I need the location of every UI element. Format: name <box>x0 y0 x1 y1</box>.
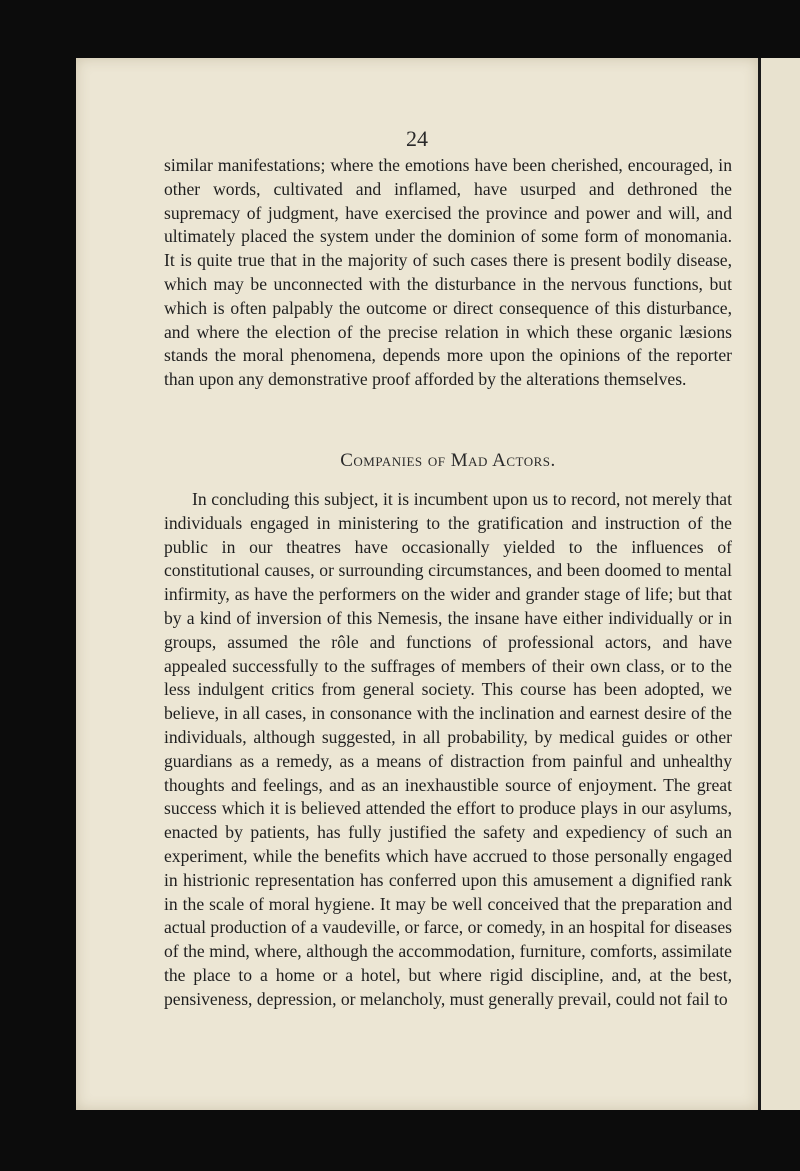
section-heading: Companies of Mad Actors. <box>340 450 556 471</box>
book-page <box>76 58 758 1110</box>
adjacent-page-edge <box>758 58 800 1110</box>
body-paragraph: In concluding this subject, it is incumbent upon us to record, not merely that individuals engaged in ministering to the gratification and instruction of the public in our theatres have occasionally yielded to the influences of constitutional causes, or surrounding circumstances, and been doomed to mental infirmity, as have the performers on the wider and grander stage of life; but that by a kind of inversion of this Nemesis, the insane have either individually or in groups, assumed the rôle and functions of professional actors, and have appealed successfully to the suffrages of members of their own class, or to the less indulgent critics from general society. This course has been adopted, we believe, in all cases, in consonance with the inclination and earnest desire of the individuals, although suggested, in all probability, by medical guides or other guardians as a remedy, as a means of distraction from painful and unhealthy thoughts and feelings, and as an inexhaustible source of enjoyment. The great success which it is believed attended the effort to produce plays in our asylums, enacted by patients, has fully justified the safety and expediency of such an experiment, while the benefits which have accrued to those personally engaged in histrionic representation has conferred upon this amusement a dignified rank in the scale of moral hygiene. It may be well conceived that the preparation and actual production of a vaudeville, or farce, or comedy, in an hospital for diseases of the mind, where, although the accommodation, furniture, comforts, assimilate the place to a home or a hotel, but where rigid discipline, and, at the best, pensiveness, depression, or melancholy, must generally prevail, could not fail to <box>164 489 732 1009</box>
page-number: 24 <box>406 126 428 151</box>
body-paragraph: similar manifestations; where the emotions have been cherished, encouraged, in other words, cultivated and inflamed, have usurped and dethroned the supremacy of judgment, have exercised the province and power and will, and ultimately placed the system under the dominion of some form of monomania. It is quite true that in the majority of such cases there is present bodily disease, which may be unconnected with the disturbance in the nervous functions, but which is often palpably the outcome or direct consequence of this disturbance, and where the election of the precise relation in which these organic læsions stands the moral phenomena, depends more upon the opinions of the reporter than upon any demonstrative proof afforded by the alterations themselves. <box>164 155 732 390</box>
